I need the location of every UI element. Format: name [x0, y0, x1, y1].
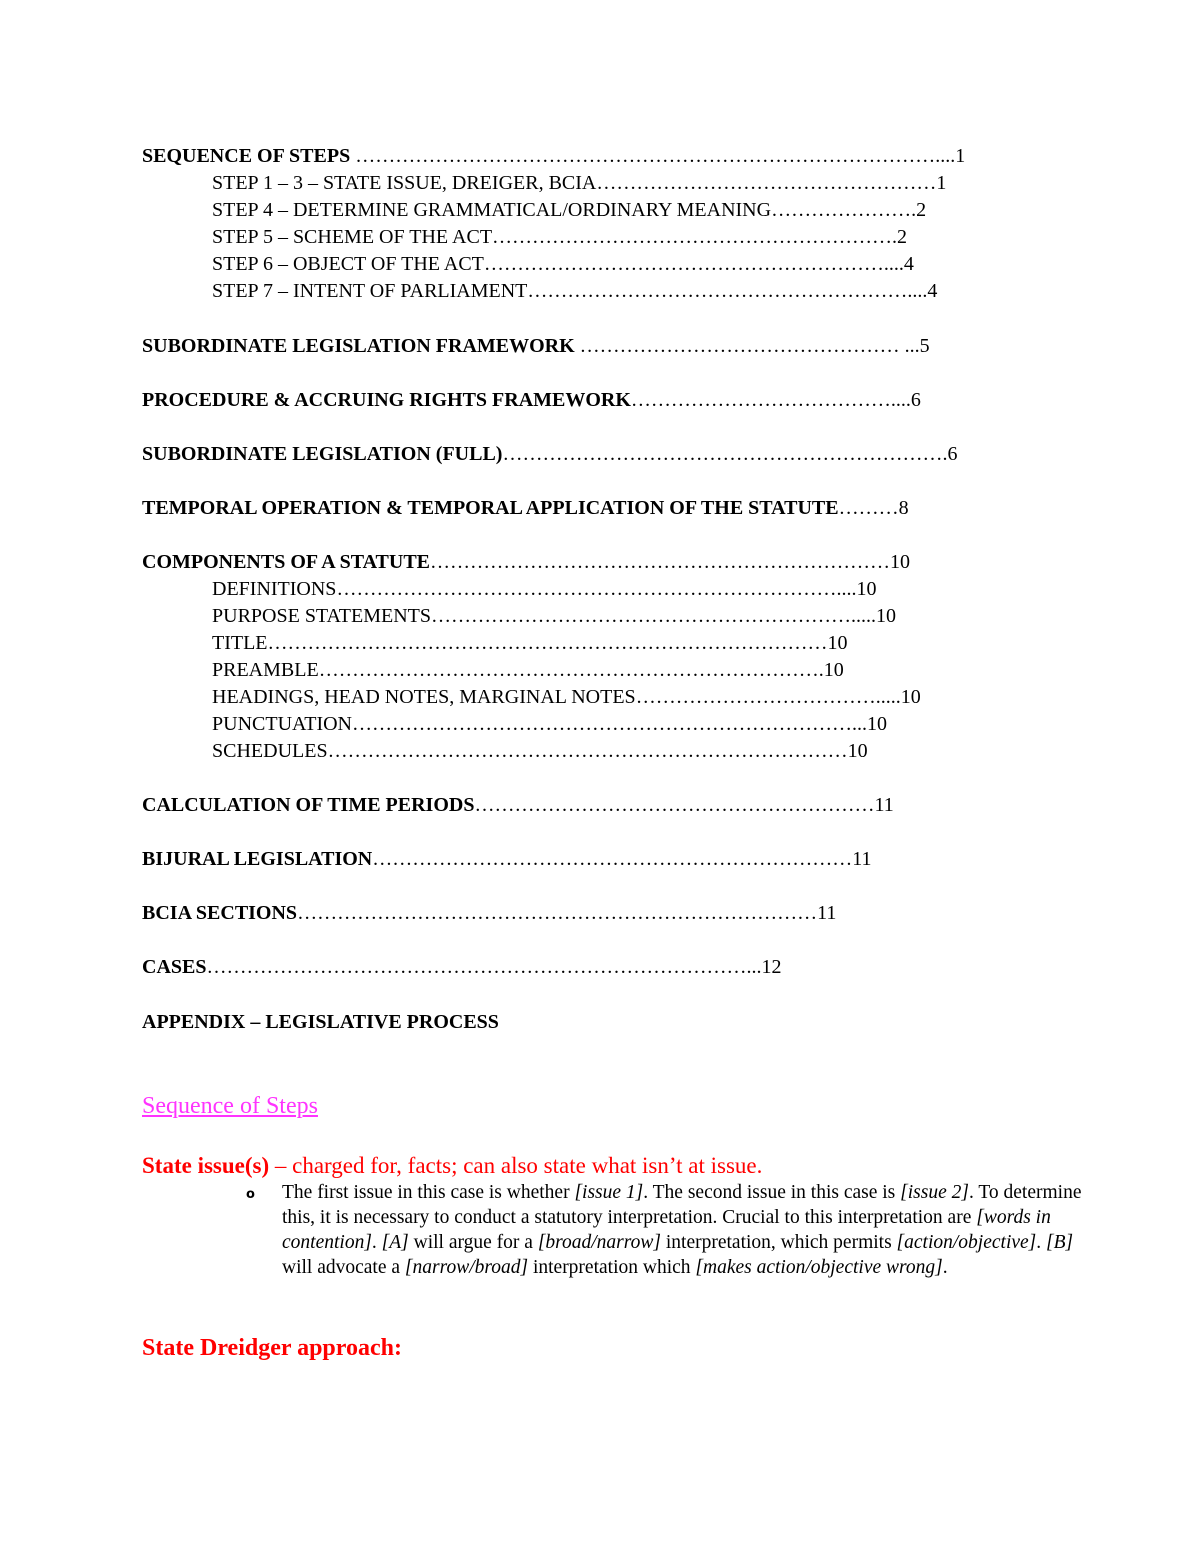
- toc-leader-dots: ………………………………………………………….: [502, 443, 948, 465]
- template-placeholder: [broad/narrow]: [537, 1232, 661, 1253]
- toc-leader-dots: …………………………………………………………………...: [352, 713, 867, 735]
- template-text: . To determine this, it is necessary to conduct a statutory interpretation. Crucial to this interpretation are: [282, 1182, 1082, 1228]
- toc-page-number: 4: [903, 253, 914, 275]
- toc-entry[interactable]: [142, 334, 930, 358]
- toc-entry[interactable]: [212, 279, 937, 303]
- toc-leader-dots: …………………………………………………….: [492, 226, 898, 248]
- toc-entry-title: DEFINITIONS: [212, 578, 337, 600]
- toc-entry-title: PURPOSE STATEMENTS: [212, 605, 431, 627]
- template-text: .: [942, 1257, 948, 1278]
- toc-page-number: 2: [916, 199, 927, 221]
- state-dreidger-heading: State Dreidger approach:: [142, 1335, 402, 1361]
- template-placeholder: [words in contention]: [282, 1207, 1051, 1253]
- toc-entry[interactable]: [212, 631, 848, 655]
- section-heading-sequence-of-steps[interactable]: Sequence of Steps: [142, 1093, 318, 1119]
- toc-entry-title: COMPONENTS OF A STATUTE: [142, 551, 431, 573]
- toc-entry[interactable]: [212, 198, 926, 222]
- toc-entry-title: SUBORDINATE LEGISLATION (FULL): [142, 443, 503, 465]
- toc-entry[interactable]: [142, 496, 909, 520]
- template-text: will argue for a: [408, 1232, 538, 1253]
- toc-entry-title: CALCULATION OF TIME PERIODS: [142, 794, 475, 816]
- template-text: The first issue in this case is whether: [282, 1182, 575, 1203]
- toc-entry[interactable]: [142, 144, 965, 168]
- toc-leader-dots: ……………………………………………………………………: [327, 740, 848, 762]
- toc-page-number: 10: [823, 659, 844, 681]
- toc-entry-title: APPENDIX – LEGISLATIVE PROCESS: [142, 1011, 499, 1033]
- toc-page-number: 5: [919, 335, 930, 357]
- toc-leader-dots: …………………………………………………………………....: [336, 578, 857, 600]
- toc-entry[interactable]: [142, 442, 957, 466]
- toc-entry-title: CASES: [142, 956, 207, 978]
- template-text: . The second issue in this case is: [643, 1182, 901, 1203]
- issue-template-paragraph: [282, 1180, 1082, 1280]
- toc-page-number: 10: [867, 713, 887, 735]
- toc-entry-title: SUBORDINATE LEGISLATION FRAMEWORK: [142, 335, 575, 357]
- toc-entry-title: STEP 1 – 3 – STATE ISSUE, DREIGER, BCIA: [212, 172, 597, 194]
- toc-page-number: 10: [900, 686, 921, 708]
- toc-entry-title: STEP 4 – DETERMINE GRAMMATICAL/ORDINARY MEANING: [212, 199, 772, 221]
- toc-entry-title: HEADINGS, HEAD NOTES, MARGINAL NOTES: [212, 686, 636, 708]
- template-placeholder: [issue 1]: [574, 1182, 644, 1203]
- state-issue-heading: [142, 1152, 762, 1180]
- toc-leader-dots: ……………………………………………………………………: [297, 902, 818, 924]
- toc-entry[interactable]: [212, 739, 868, 763]
- toc-entry-title: PREAMBLE: [212, 659, 319, 681]
- state-issue-description: – charged for, facts; can also state what isn’t at issue.: [269, 1153, 763, 1178]
- toc-entry-title: STEP 7 – INTENT OF PARLIAMENT: [212, 280, 528, 302]
- toc-entry[interactable]: [142, 847, 872, 871]
- toc-entry-title: BCIA SECTIONS: [142, 902, 298, 924]
- template-text: will advocate a: [282, 1257, 405, 1278]
- toc-leader-dots: ……………………………………………………....: [483, 253, 904, 275]
- template-placeholder: [issue 2]: [900, 1182, 969, 1203]
- toc-entry-title: TITLE: [212, 632, 268, 654]
- toc-leader-dots: ………………………………………… ...: [574, 335, 920, 357]
- toc-page-number: 10: [847, 740, 868, 762]
- toc-entry[interactable]: [142, 550, 910, 574]
- toc-leader-dots: ……………………………………………………: [474, 794, 875, 816]
- toc-entry-title: STEP 5 – SCHEME OF THE ACT: [212, 226, 493, 248]
- toc-page-number: 10: [856, 578, 877, 600]
- toc-entry-title: PROCEDURE & ACCRUING RIGHTS FRAMEWORK: [142, 389, 631, 411]
- toc-page-number: 11: [817, 902, 837, 924]
- toc-entry[interactable]: [142, 388, 921, 412]
- toc-leader-dots: ……………………………….....: [635, 686, 901, 708]
- toc-entry-title: PUNCTUATION: [212, 713, 352, 735]
- toc-page-number: 8: [898, 497, 909, 519]
- toc-leader-dots: ………………………………………………………………….: [318, 659, 824, 681]
- toc-leader-dots: ………………….: [771, 199, 917, 221]
- template-placeholder: [B]: [1046, 1232, 1074, 1253]
- template-text: interpretation, which permits: [660, 1232, 897, 1253]
- template-text: .: [1036, 1232, 1047, 1253]
- toc-page-number: 12: [761, 956, 782, 978]
- toc-page-number: 10: [890, 551, 911, 573]
- toc-leader-dots: ……………………………………………………….....: [431, 605, 876, 627]
- toc-leader-dots: ………: [838, 497, 899, 519]
- toc-page-number: 2: [897, 226, 908, 248]
- toc-page-number: 1: [955, 145, 966, 167]
- template-placeholder: [action/objective]: [896, 1232, 1037, 1253]
- toc-entry[interactable]: [212, 252, 914, 276]
- toc-page-number: 6: [910, 389, 921, 411]
- toc-leader-dots: ……………………………………………: [596, 172, 937, 194]
- toc-entry[interactable]: [212, 604, 896, 628]
- toc-entry-title: STEP 6 – OBJECT OF THE ACT: [212, 253, 484, 275]
- toc-entry[interactable]: [142, 955, 781, 979]
- toc-entry[interactable]: [212, 577, 876, 601]
- toc-entry[interactable]: [212, 712, 887, 736]
- template-placeholder: [makes action/objective wrong]: [695, 1257, 943, 1278]
- toc-entry-title: SCHEDULES: [212, 740, 328, 762]
- toc-leader-dots: …………………………………………………………………………: [267, 632, 828, 654]
- toc-page-number: 10: [827, 632, 848, 654]
- toc-entry[interactable]: [142, 793, 894, 817]
- toc-entry[interactable]: [142, 901, 836, 925]
- bullet-icon: o: [246, 1187, 255, 1202]
- toc-entry[interactable]: [212, 171, 946, 195]
- toc-page-number: 4: [927, 280, 938, 302]
- toc-leader-dots: ……………………………………………………………………………....: [350, 145, 956, 167]
- template-text: interpretation which: [528, 1257, 696, 1278]
- toc-leader-dots: …………………………………………………....: [527, 280, 928, 302]
- toc-entry-title: TEMPORAL OPERATION & TEMPORAL APPLICATION OF THE STATUTE: [142, 497, 839, 519]
- toc-page-number: 6: [947, 443, 958, 465]
- toc-entry[interactable]: [212, 685, 921, 709]
- template-text: .: [371, 1232, 382, 1253]
- toc-entry-title: SEQUENCE OF STEPS: [142, 145, 351, 167]
- toc-page-number: 10: [876, 605, 896, 627]
- toc-leader-dots: ………………………………………………………………………...: [206, 956, 762, 978]
- toc-page-number: 11: [874, 794, 894, 816]
- state-issue-title: State issue(s): [142, 1153, 270, 1178]
- toc-entry[interactable]: [142, 1010, 499, 1034]
- template-placeholder: [A]: [381, 1232, 409, 1253]
- toc-entry[interactable]: [212, 658, 844, 682]
- toc-leader-dots: ………………………………………………………………: [372, 848, 853, 870]
- toc-entry-title: BIJURAL LEGISLATION: [142, 848, 373, 870]
- toc-leader-dots: ……………………………………………………………: [430, 551, 891, 573]
- template-placeholder: [narrow/broad]: [404, 1257, 529, 1278]
- toc-entry[interactable]: [212, 225, 907, 249]
- toc-leader-dots: …………………………………....: [630, 389, 911, 411]
- toc-page-number: 11: [852, 848, 872, 870]
- toc-page-number: 1: [936, 172, 947, 194]
